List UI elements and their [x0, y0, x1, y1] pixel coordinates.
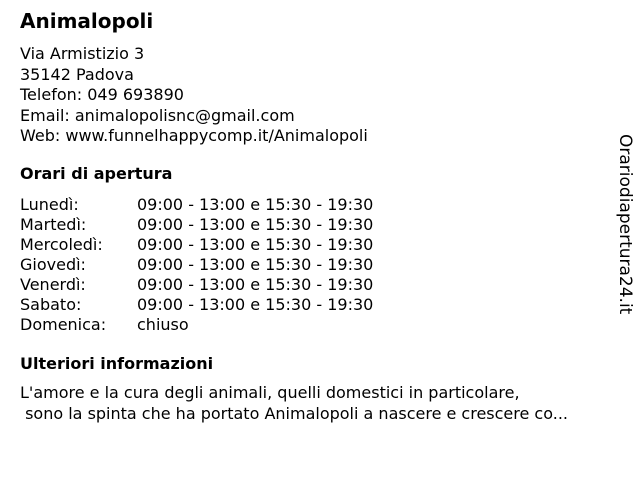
day-name: Domenica:	[20, 315, 107, 334]
email-address: Email: animalopolisnc@gmail.com	[20, 105, 295, 125]
day-name: Martedì:	[20, 215, 87, 234]
website-url: Web: www.funnelhappycomp.it/Animalopoli	[20, 126, 368, 145]
street-address: Via Armistizio 3	[20, 44, 145, 63]
day-time: chiuso	[137, 315, 189, 334]
hours-row	[20, 275, 373, 295]
hours-row	[20, 195, 373, 215]
hours-row	[20, 235, 373, 255]
day-time: 09:00 - 13:00 e 15:30 - 19:30	[137, 195, 374, 214]
day-name: Venerdì:	[20, 275, 86, 294]
day-name: Lunedì:	[20, 195, 79, 214]
day-time: 09:00 - 13:00 e 15:30 - 19:30	[137, 235, 374, 254]
day-time: 09:00 - 13:00 e 15:30 - 19:30	[137, 295, 374, 314]
day-name: Giovedì:	[20, 255, 86, 274]
opening-hours-table	[20, 195, 373, 335]
phone-number: Telefon: 049 693890	[20, 85, 184, 104]
city-postcode: 35142 Padova	[20, 64, 134, 84]
day-name: Mercoledì:	[20, 235, 103, 254]
hours-row	[20, 255, 373, 275]
business-name: Animalopoli	[20, 9, 154, 33]
hours-row	[20, 295, 373, 315]
info-line: sono la spinta che ha portato Animalopoli a nascere e crescere co...	[20, 403, 568, 423]
day-name: Sabato:	[20, 295, 82, 314]
hours-row	[20, 315, 373, 335]
address-block	[20, 44, 368, 147]
info-line: L'amore e la cura degli animali, quelli domestici in particolare,	[20, 383, 520, 402]
hours-row	[20, 215, 373, 235]
site-watermark: Orariodiapertura24.it	[615, 134, 635, 315]
day-time: 09:00 - 13:00 e 15:30 - 19:30	[137, 215, 374, 234]
info-heading: Ulteriori informazioni	[20, 354, 214, 373]
day-time: 09:00 - 13:00 e 15:30 - 19:30	[137, 255, 374, 274]
info-description	[20, 383, 568, 424]
hours-heading: Orari di apertura	[20, 164, 173, 183]
day-time: 09:00 - 13:00 e 15:30 - 19:30	[137, 275, 374, 294]
